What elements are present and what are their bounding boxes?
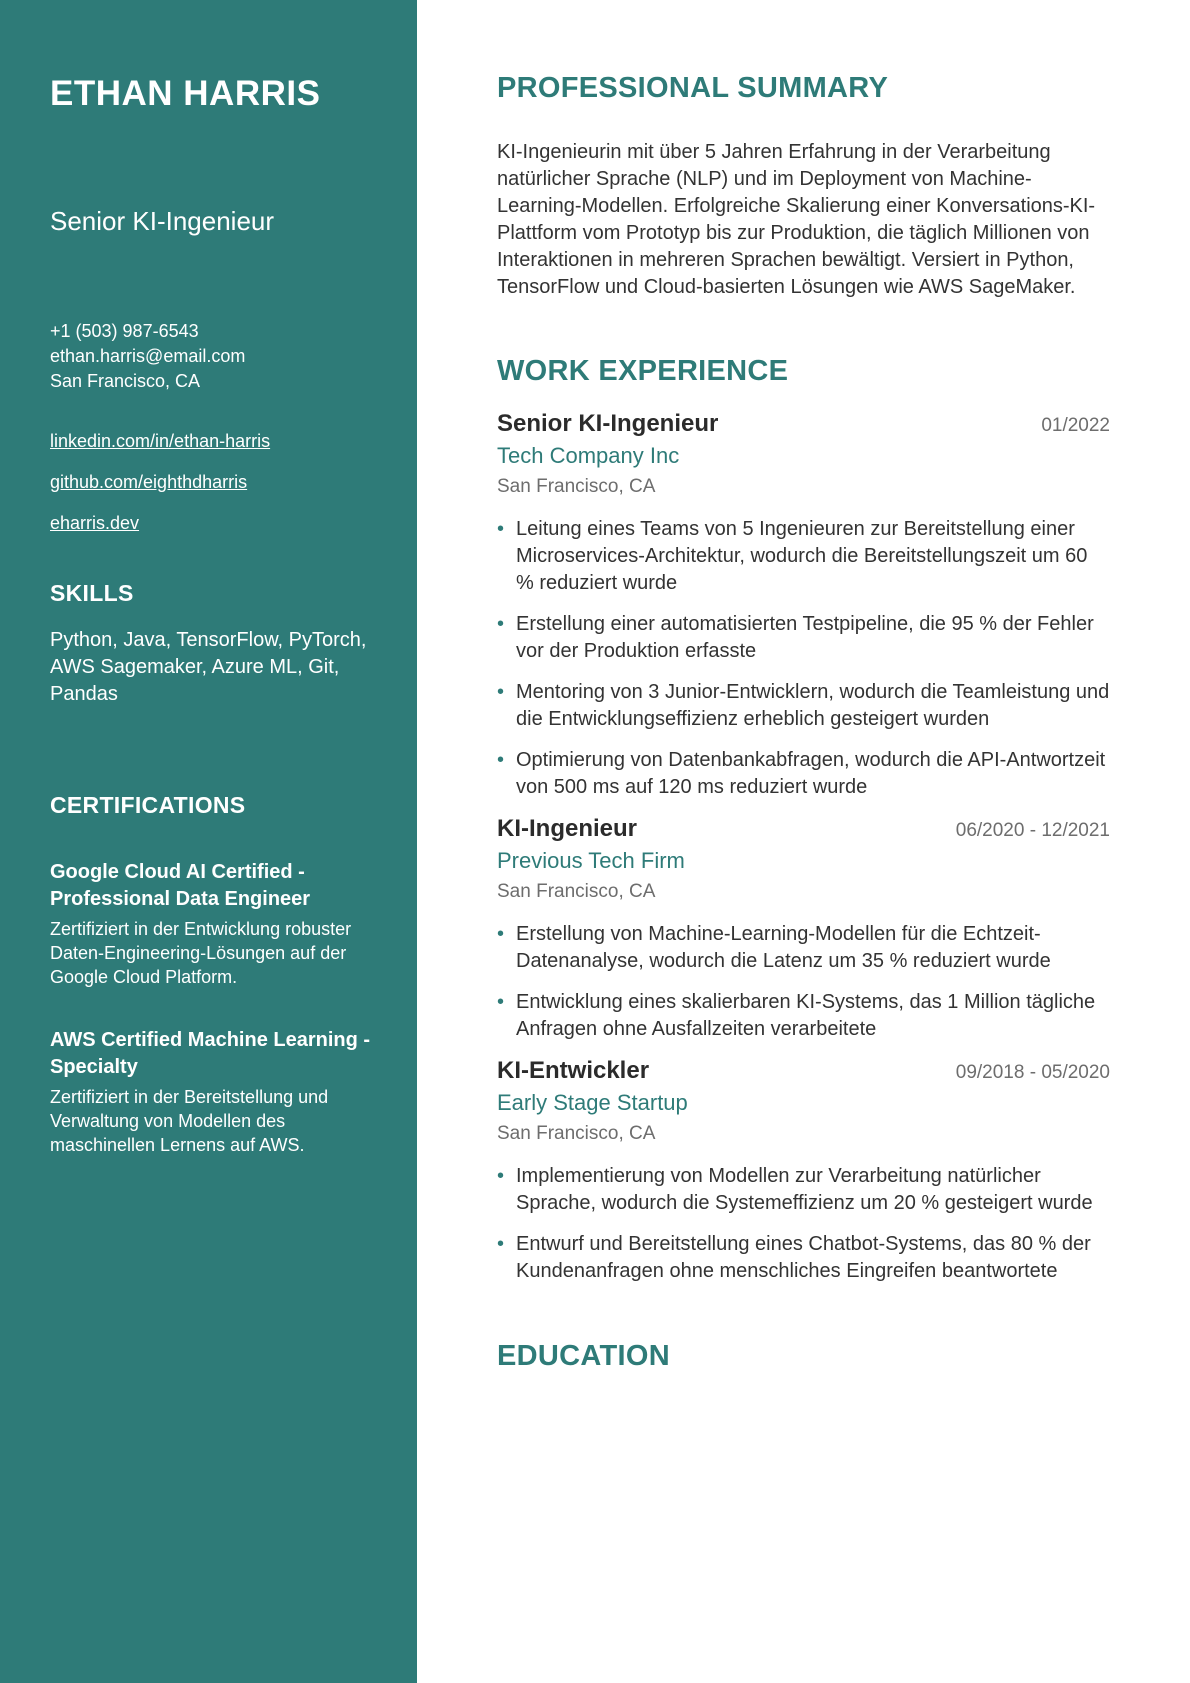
job-entry bbox=[497, 815, 1110, 1043]
contact-location: San Francisco, CA bbox=[50, 371, 201, 391]
candidate-title: Senior KI-Ingenieur bbox=[50, 206, 275, 236]
job-bullets bbox=[497, 921, 1110, 1043]
job-company: Previous Tech Firm bbox=[497, 848, 685, 873]
job-bullet: • Optimierung von Datenbankabfragen, wodurch die API-Antwortzeit von 500 ms auf 120 ms reduziert wurde bbox=[497, 747, 1110, 801]
certifications-heading: CERTIFICATIONS bbox=[50, 792, 246, 818]
github-link[interactable]: github.com/eighthdharris bbox=[50, 472, 248, 492]
job-title: KI-Entwickler bbox=[497, 1057, 650, 1084]
job-title: KI-Ingenieur bbox=[497, 815, 638, 842]
job-location: San Francisco, CA bbox=[497, 1123, 656, 1144]
contact-block bbox=[50, 319, 377, 394]
summary-text: KI-Ingenieurin mit über 5 Jahren Erfahrung in der Verarbeitung natürlicher Sprache (NLP) und im Deployment von Machine-Learning-Modellen. Erfolgreiche Skalierung einer Konversations-KI-Plattform vom Prototyp bis zur Produktion, die täglich Millionen von Interaktionen in mehreren Sprachen bewältigt. Versiert in Python, TensorFlow und Cloud-basierten Lösungen wie AWS SageMaker. bbox=[497, 141, 1096, 298]
skills-list: Python, Java, TensorFlow, PyTorch, AWS Sagemaker, Azure ML, Git, Pandas bbox=[50, 629, 367, 705]
education-heading: EDUCATION bbox=[497, 1340, 670, 1372]
job-bullet: • Mentoring von 3 Junior-Entwicklern, wodurch die Teamleistung und die Entwicklungseffizienz erheblich gesteigert wurden bbox=[497, 679, 1110, 733]
job-bullet: • Implementierung von Modellen zur Verarbeitung natürlicher Sprache, wodurch die Systemeffizienz um 20 % gesteigert wurde bbox=[497, 1163, 1110, 1217]
job-location: San Francisco, CA bbox=[497, 476, 656, 497]
job-entry bbox=[497, 410, 1110, 801]
profile-links bbox=[50, 430, 377, 534]
job-bullets bbox=[497, 1163, 1110, 1285]
work-experience-heading: WORK EXPERIENCE bbox=[497, 355, 789, 387]
job-date: 09/2018 - 05/2020 bbox=[955, 1062, 1110, 1083]
job-company: Early Stage Startup bbox=[497, 1090, 688, 1115]
linkedin-link[interactable]: linkedin.com/in/ethan-harris bbox=[50, 431, 271, 451]
website-link[interactable]: eharris.dev bbox=[50, 513, 140, 533]
job-bullet: • Entwurf und Bereitstellung eines Chatbot-Systems, das 80 % der Kundenanfragen ohne menschliches Eingreifen beantwortete bbox=[497, 1231, 1110, 1285]
certification-description: Zertifiziert in der Entwicklung robuster Daten-Engineering-Lösungen auf der Google Cloud Platform. bbox=[50, 919, 352, 987]
certification-description: Zertifiziert in der Bereitstellung und Verwaltung von Modellen des maschinellen Lernens auf AWS. bbox=[50, 1087, 329, 1155]
phone-number: +1 (503) 987-6543 bbox=[50, 321, 199, 341]
job-bullets bbox=[497, 516, 1110, 801]
job-date: 01/2022 bbox=[1041, 415, 1110, 436]
job-date: 06/2020 - 12/2021 bbox=[955, 820, 1110, 841]
job-bullet: • Erstellung von Machine-Learning-Modellen für die Echtzeit-Datenanalyse, wodurch die Latenz um 35 % reduziert wurde bbox=[497, 921, 1110, 975]
certification-item bbox=[50, 859, 377, 989]
job-company: Tech Company Inc bbox=[497, 443, 680, 468]
certification-title: AWS Certified Machine Learning - Specialty bbox=[50, 1029, 371, 1078]
certification-item bbox=[50, 1027, 377, 1157]
summary-heading: PROFESSIONAL SUMMARY bbox=[497, 72, 889, 104]
skills-heading: SKILLS bbox=[50, 580, 134, 606]
job-bullet: • Erstellung einer automatisierten Testpipeline, die 95 % der Fehler vor der Produktion erfasste bbox=[497, 611, 1110, 665]
candidate-name: ETHAN HARRIS bbox=[50, 74, 321, 113]
job-location: San Francisco, CA bbox=[497, 881, 656, 902]
main-content bbox=[417, 0, 1190, 1683]
certification-title: Google Cloud AI Certified - Professional Data Engineer bbox=[50, 861, 311, 910]
email-address: ethan.harris@email.com bbox=[50, 346, 246, 366]
job-bullet: • Entwicklung eines skalierbaren KI-Systems, das 1 Million tägliche Anfragen ohne Ausfallzeiten verarbeitete bbox=[497, 989, 1110, 1043]
job-bullet: • Leitung eines Teams von 5 Ingenieuren zur Bereitstellung einer Microservices-Architektur, wodurch die Bereitstellungszeit um 60 % reduziert wurde bbox=[497, 516, 1110, 597]
job-title: Senior KI-Ingenieur bbox=[497, 410, 719, 437]
job-entry bbox=[497, 1057, 1110, 1285]
sidebar bbox=[0, 0, 417, 1683]
